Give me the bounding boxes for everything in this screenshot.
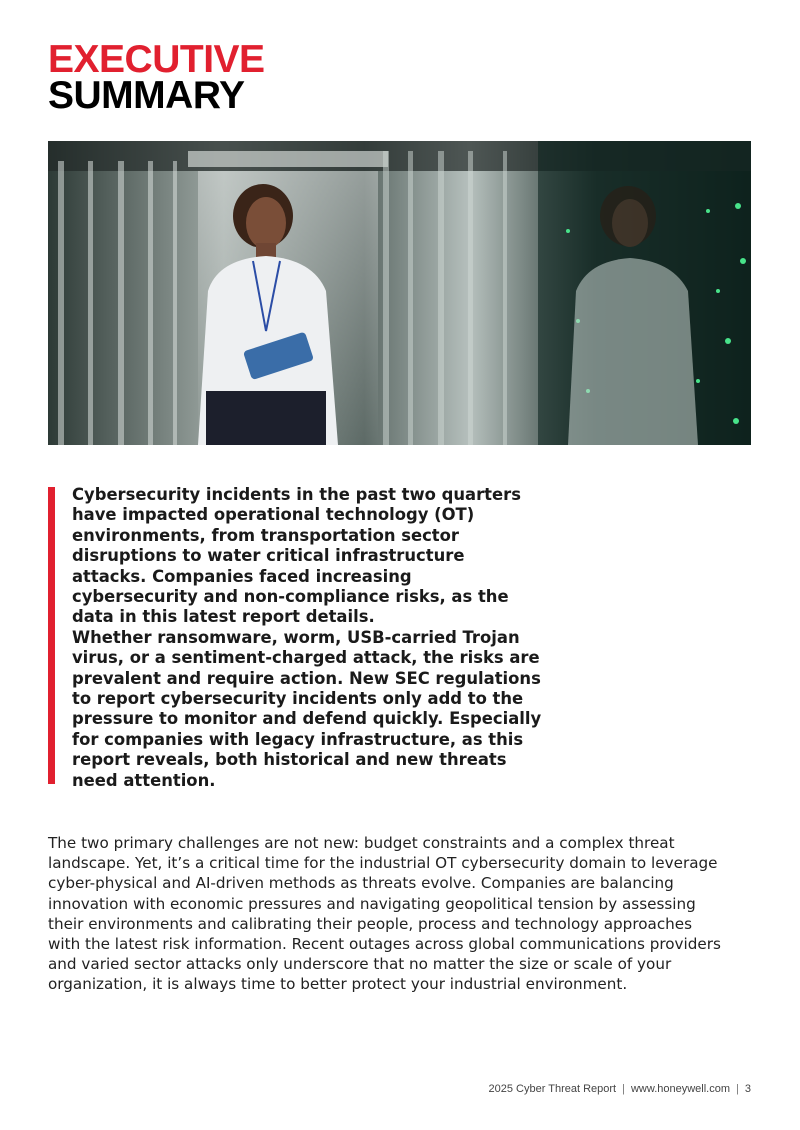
page-title-line1: EXECUTIVE <box>48 38 265 81</box>
footer-url[interactable]: www.honeywell.com <box>630 1083 731 1095</box>
pullquote <box>72 485 542 791</box>
footer-separator: | <box>736 1083 739 1095</box>
pullquote-paragraph-2: Whether ransomware, worm, USB-carried Trojan virus, or a sentiment-charged attack, the risks are prevalent and require action. New SEC regulations to report cybersecurity incidents only add to the pressure to monitor and defend quickly. Especially for companies with legacy infrastructure, as this report reveals, both historical and new threats need attention. <box>72 627 542 790</box>
data-center-photo-illustration <box>48 141 751 445</box>
footer-separator: | <box>622 1083 625 1095</box>
body-copy <box>48 833 728 995</box>
footer-report-title: 2025 Cyber Threat Report <box>488 1083 617 1095</box>
footer-page-number: 3 <box>744 1083 751 1095</box>
body-paragraph: The two primary challenges are not new: budget constraints and a complex threat landscape. Yet, it’s a critical time for the industrial OT cybersecurity domain to leverage cyber-physical and AI-driven methods as threats evolve. Companies are balancing innovation with economic pressures and navigating geopolitical tension by assessing their environments and calibrating their people, process and technology approaches with the latest risk information. Recent outages across global communications providers and varied sector attacks only underscore that no matter the size or scale of your organization, it is always time to better protect your industrial environment. <box>48 834 721 994</box>
hero-photo <box>48 141 751 445</box>
pullquote-accent-bar <box>48 487 55 784</box>
page-footer <box>489 1083 751 1095</box>
page-title-line2: SUMMARY <box>48 74 245 117</box>
page-title <box>48 38 265 117</box>
pullquote-paragraph-1: Cybersecurity incidents in the past two quarters have impacted operational technology (OT) environments, from transportation sector disruptions to water critical infrastructure attacks. Companies faced increasing cybersecurity and non-compliance risks, as the data in this latest report details. <box>72 485 521 627</box>
